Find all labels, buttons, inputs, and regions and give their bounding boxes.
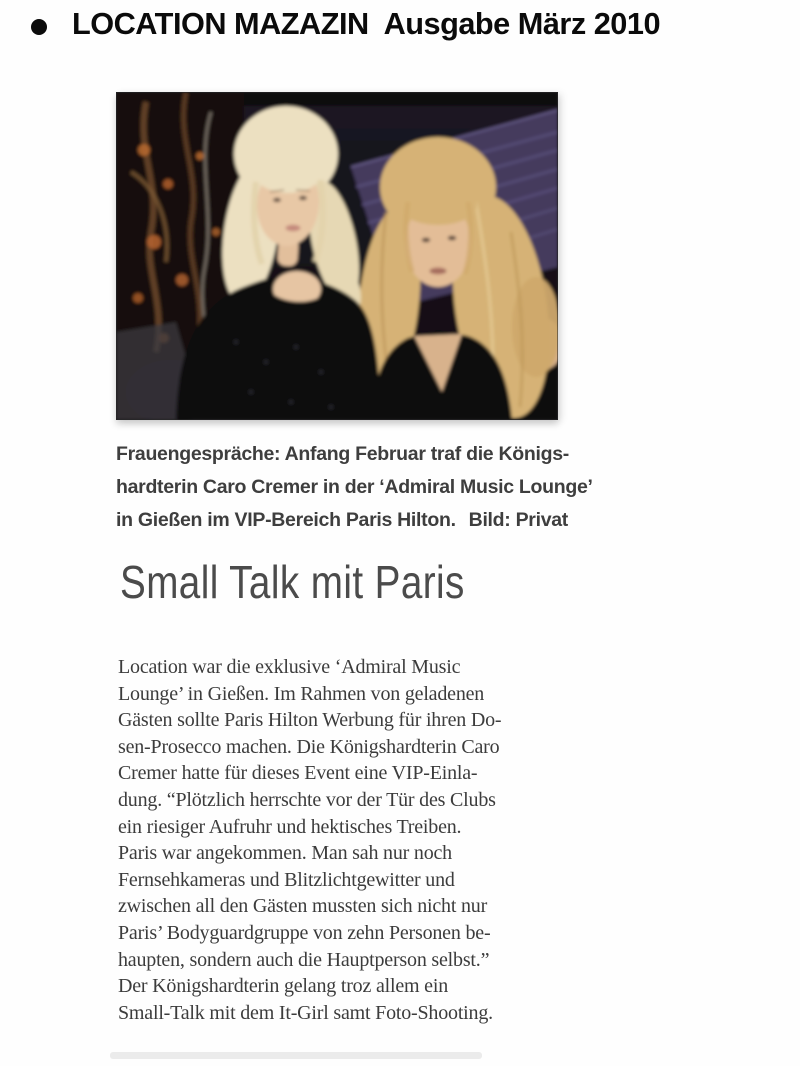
body-line: Location war die exklusive ‘Admiral Music: [118, 656, 461, 678]
page-title: LOCATION MAZAZIN Ausgabe März 2010: [72, 6, 661, 41]
body-line: Der Königshardterin gelang troz allem ein: [118, 975, 449, 998]
caption-last-line: [116, 504, 568, 537]
scan-edge-artifact: [110, 1052, 482, 1059]
body-line: Paris war angekommen. Man sah nur noch: [118, 842, 452, 865]
article-body: [118, 654, 593, 1026]
body-line: Paris’ Bodyguardgruppe von zehn Personen be-: [118, 921, 491, 944]
body-line: Small-Talk mit dem It-Girl samt Foto-Shooting.: [118, 1001, 493, 1024]
caption-line: hardterin Caro Cremer in der ‘Admiral Music Lounge’: [116, 476, 593, 498]
body-line: zwischen all den Gästen mussten sich nicht nur: [118, 895, 488, 918]
photo-credit: Bild: Privat: [468, 509, 568, 531]
header-row: [31, 4, 666, 44]
article-headline: Small Talk mit Paris: [120, 556, 465, 608]
photo-of-paris-hilton-and-caro-cremer: [116, 92, 558, 420]
body-line: Gästen sollte Paris Hilton Werbung für ihren Do-: [118, 709, 502, 732]
body-line: Fernsehkameras und Blitzlichtgewitter und: [118, 868, 455, 891]
photo-image: [116, 92, 558, 420]
caption-line: Frauengespräche: Anfang Februar traf die Königs-: [116, 443, 569, 465]
body-line: ein riesiger Aufruhr und hektisches Treiben.: [118, 815, 462, 838]
body-line: haupten, sondern auch die Hauptperson selbst.”: [118, 948, 490, 971]
body-line: dung. “Plötzlich herrschte vor der Tür des Clubs: [118, 788, 496, 811]
body-line: Cremer hatte für dieses Event eine VIP-Einla-: [118, 762, 478, 785]
body-line: Lounge’ in Gießen. Im Rahmen von geladenen: [118, 682, 485, 705]
body-line: sen-Prosecco machen. Die Königshardterin Caro: [118, 735, 500, 758]
bullet-point-icon: [31, 19, 47, 35]
caption-text: in Gießen im VIP-Bereich Paris Hilton.: [116, 509, 456, 531]
photo-caption: [116, 438, 593, 537]
